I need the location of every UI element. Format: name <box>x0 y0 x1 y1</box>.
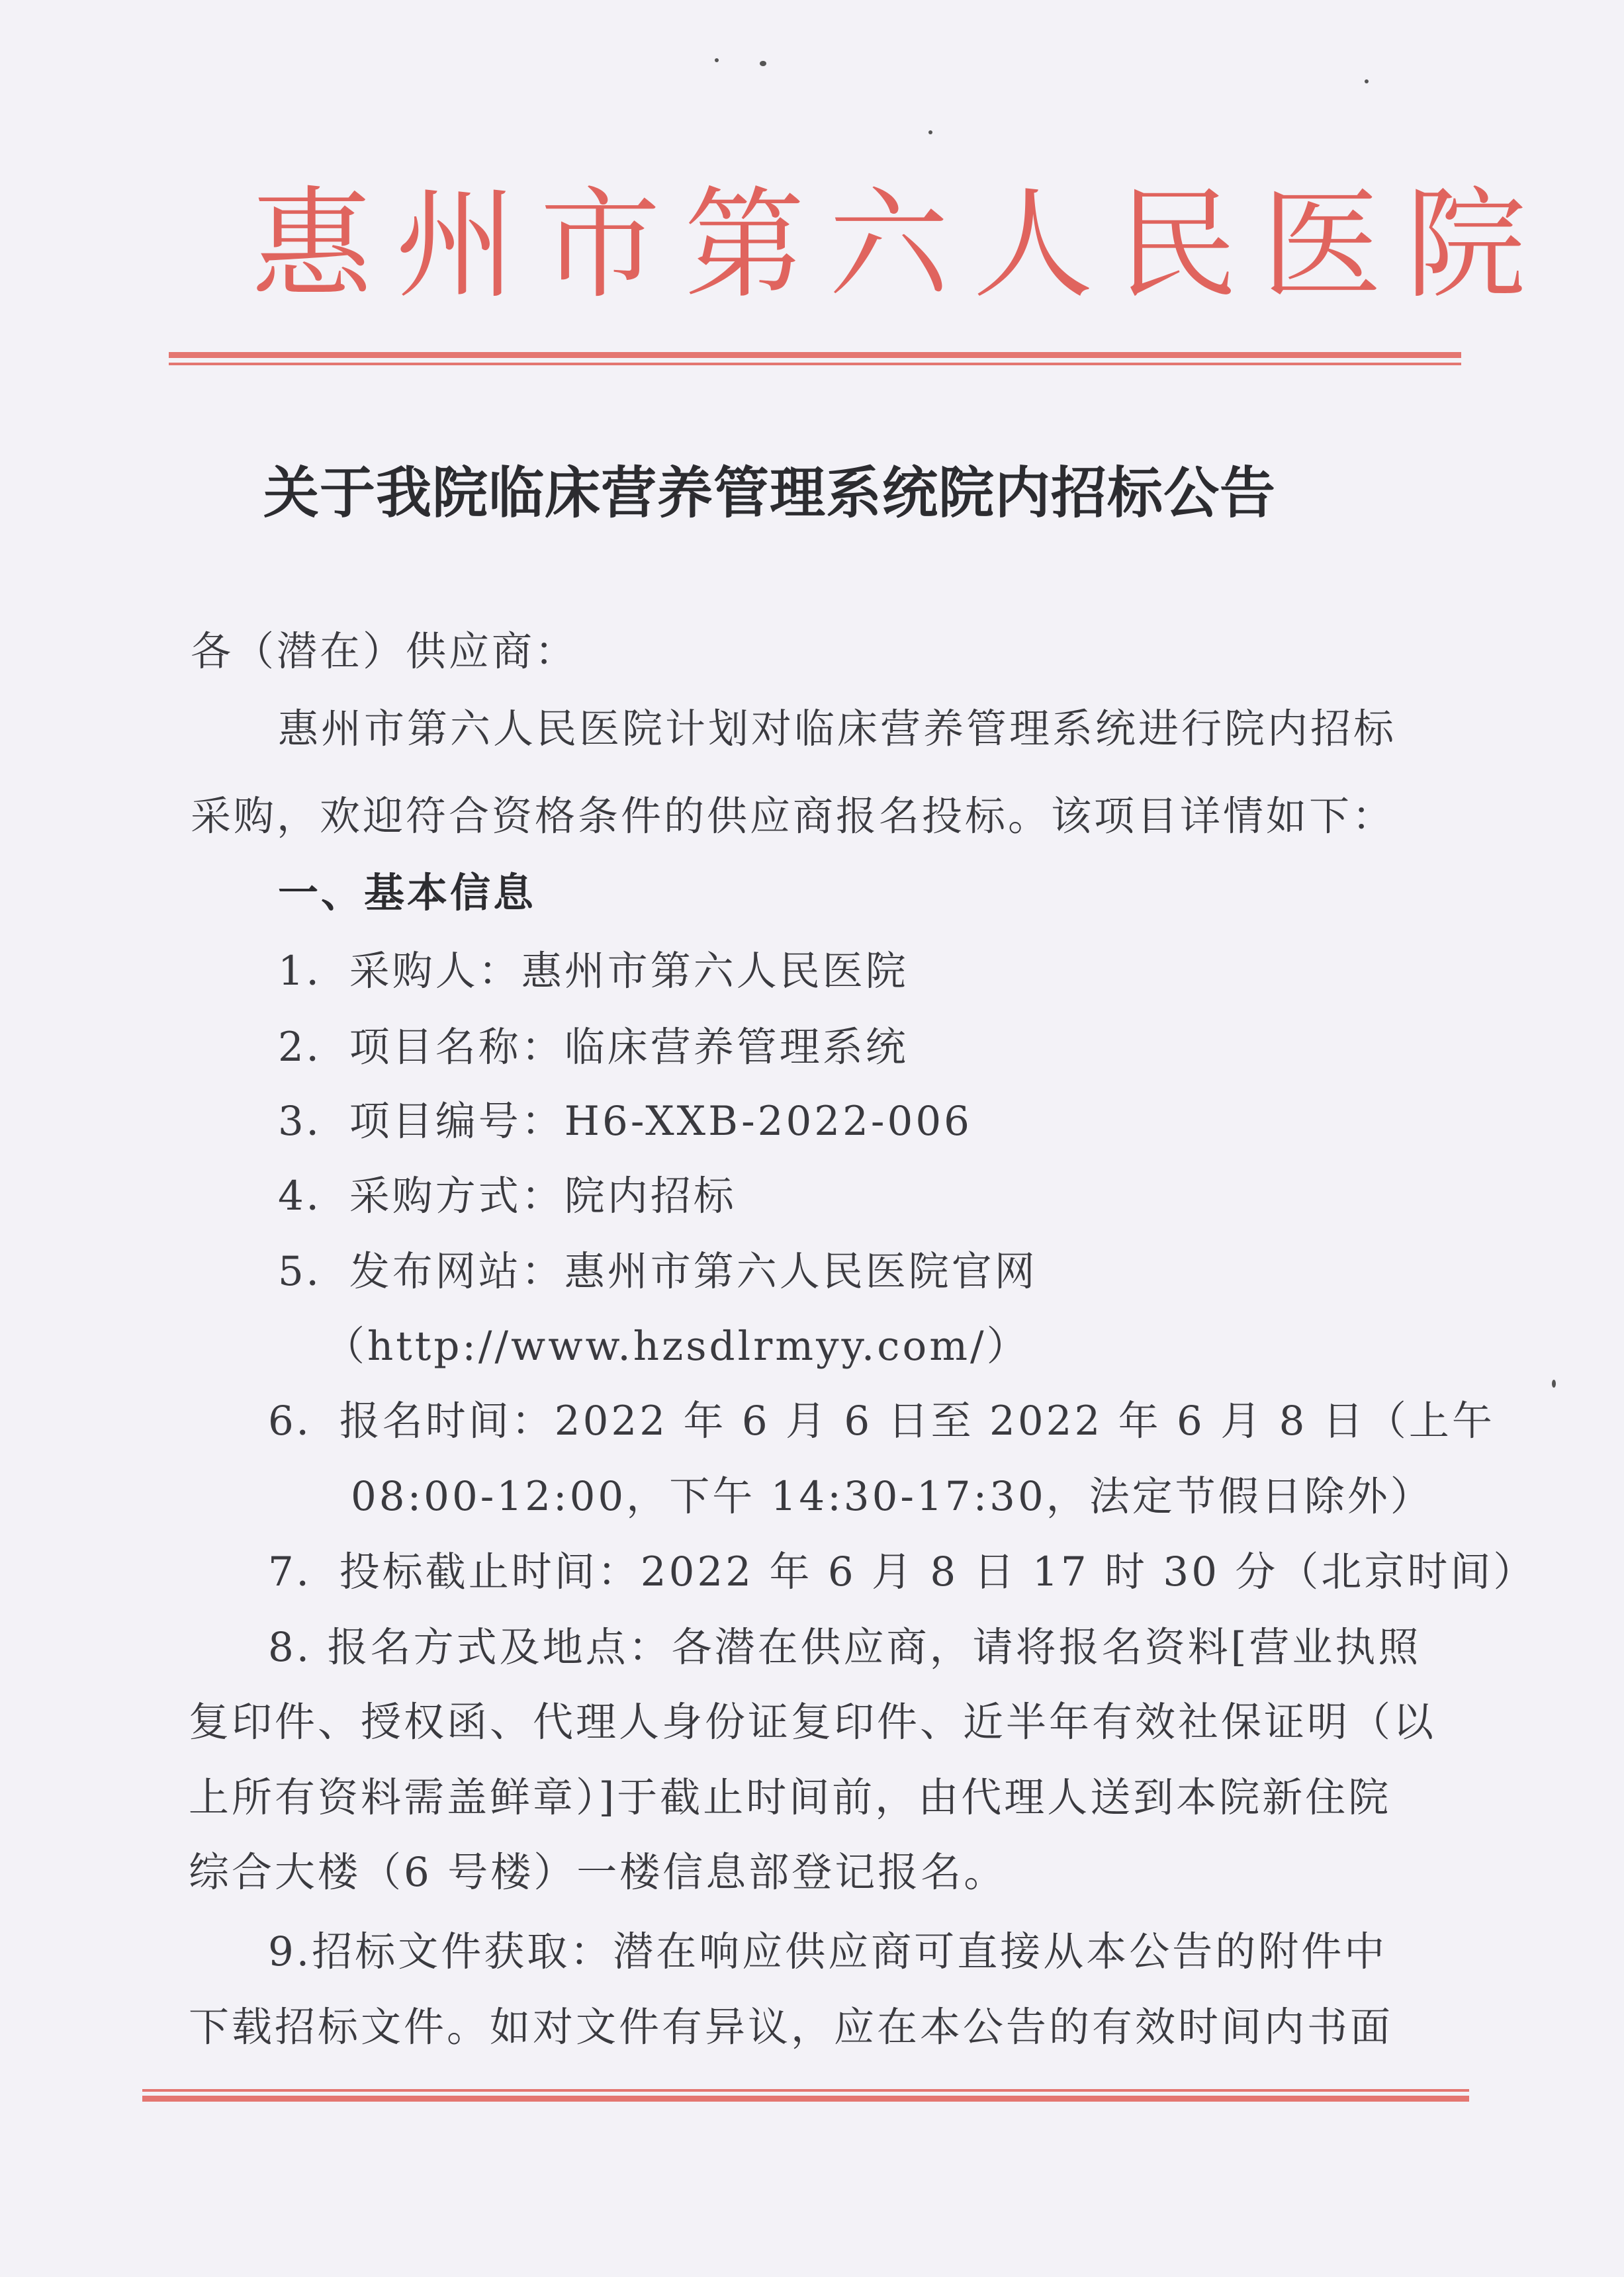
item-publish-website: 5．发布网站：惠州市第六人民医院官网 <box>278 1248 1038 1295</box>
item-registration-method-cont-3: 综合大楼（6 号楼）一楼信息部登记报名。 <box>189 1849 1007 1896</box>
intro-line-1: 惠州市第六人民医院计划对临床营养管理系统进行院内招标 <box>278 705 1397 752</box>
scan-speck <box>715 58 719 62</box>
section-heading-basic-info: 一、基本信息 <box>278 870 537 916</box>
scan-speck <box>928 130 932 134</box>
header-red-rule <box>169 352 1461 365</box>
item-registration-method-cont-1: 复印件、授权函、代理人身份证复印件、近半年有效社保证明（以 <box>189 1699 1437 1746</box>
item-procurement-method: 4．采购方式：院内招标 <box>278 1173 737 1220</box>
item-tender-document: 9.招标文件获取：潜在响应供应商可直接从本公告的附件中 <box>268 1928 1388 1975</box>
item-registration-time-cont: 08:00-12:00，下午 14:30-17:30，法定节假日除外） <box>351 1473 1433 1520</box>
item-project-number: 3．项目编号：H6-XXB-2022-006 <box>278 1098 972 1145</box>
scan-speck <box>760 61 766 66</box>
organization-name: 惠州市第六人民医院 <box>251 175 1550 315</box>
item-registration-time: 6．报名时间：2022 年 6 月 6 日至 2022 年 6 月 8 日（上午 <box>268 1398 1495 1445</box>
item-bid-deadline: 7．投标截止时间：2022 年 6 月 8 日 17 时 30 分（北京时间） <box>268 1548 1537 1595</box>
item-website-url: （http://www.hzsdlrmyy.com/） <box>324 1323 1030 1370</box>
scan-speck <box>1365 79 1369 83</box>
item-project-name: 2．项目名称：临床营养管理系统 <box>278 1024 909 1071</box>
intro-line-2: 采购，欢迎符合资格条件的供应商报名投标。该项目详情如下： <box>191 793 1396 840</box>
document-title: 关于我院临床营养管理系统院内招标公告 <box>263 460 1277 525</box>
item-registration-method-cont-2: 上所有资料需盖鲜章）]于截止时间前，由代理人送到本院新住院 <box>189 1774 1392 1821</box>
item-purchaser: 1．采购人：惠州市第六人民医院 <box>278 948 909 995</box>
item-registration-method: 8. 报名方式及地点：各潜在供应商，请将报名资料[营业执照 <box>268 1624 1421 1671</box>
scan-speck <box>1552 1380 1556 1388</box>
item-tender-document-cont: 下载招标文件。如对文件有异议，应在本公告的有效时间内书面 <box>189 2004 1394 2051</box>
salutation: 各（潜在）供应商： <box>191 628 578 675</box>
footer-red-rule <box>142 2089 1469 2102</box>
